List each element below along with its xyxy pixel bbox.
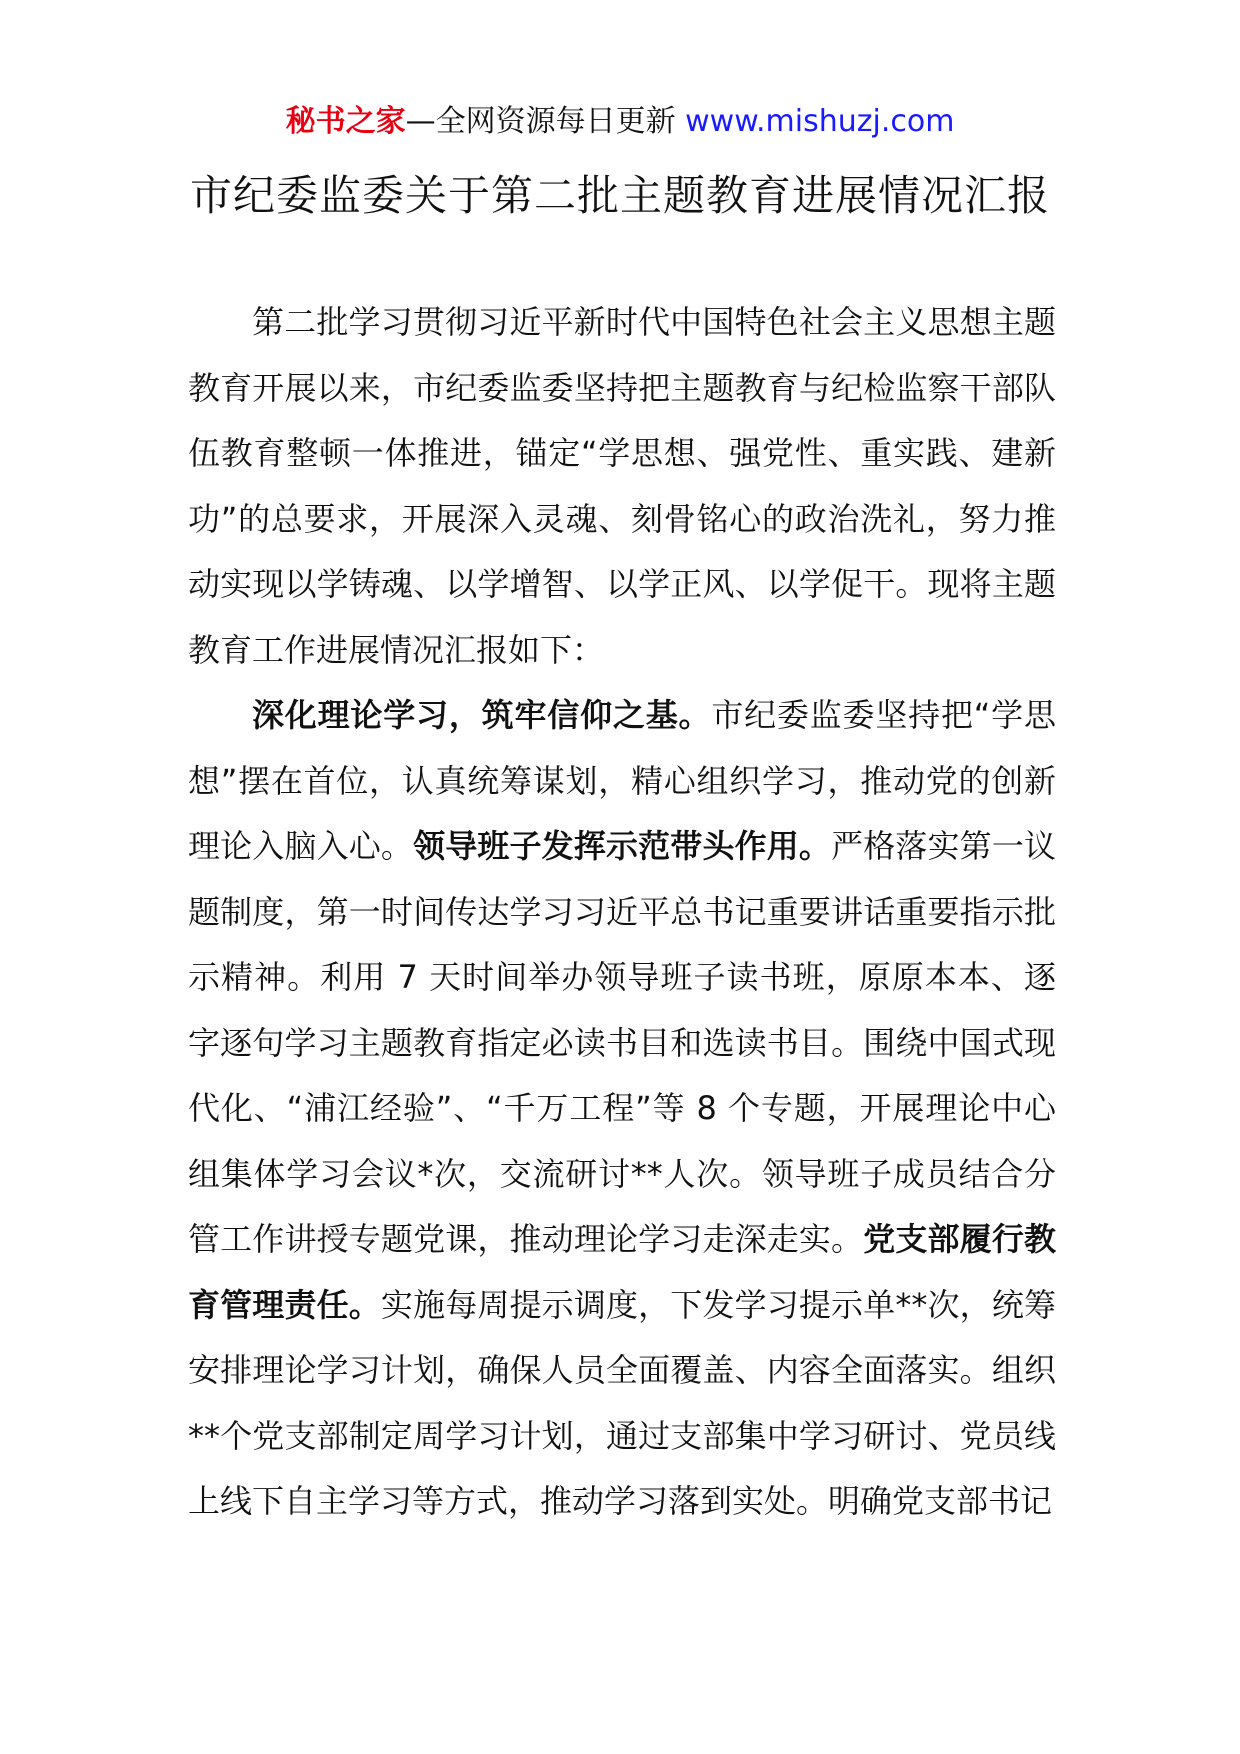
paragraph-text: 实施每周提示调度，下发学习提示单**次，统筹安排理论学习计划，确保人员全面覆盖、内容全面落实。组织**个党支部制定周学习计划，通过支部集中学习研讨、党员线上线下自主学习等方式，推动学习落到实处。明确党支部书记 [188,1285,1056,1520]
paragraph-theory-study [188,683,1056,1535]
paragraph-text: 市纪委监委坚持把“学思想”摆在首位，认真统筹谋划，精心组织学习，推动党的创新理论入脑入心。 [188,696,1056,865]
paragraph-text: 严格落实第一议题制度，第一时间传达学习习近平总书记重要讲话重要指示批示精神。利用 7 天时间举办领导班子读书班，原原本本、逐字逐句学习主题教育指定必读书目和选读书目。围绕中国式现代化、“浦江经验”、“千万工程”等 8 个专题，开展理论中心组集体学习会议*次，交流研讨**人次。领导班子成员结合分管工作讲授专题党课，推动理论学习走深走实。 [188,827,1056,1258]
section-heading: 深化理论学习，筑牢信仰之基。 [252,696,712,734]
document-body [188,290,1056,1535]
site-url-link[interactable]: www.mishuzj.com [685,104,955,139]
subsection-heading-party-branch: 党支部履行教育管理责任。 [188,1220,1056,1324]
header-slogan: —全网资源每日更新 [405,104,686,139]
site-header [0,100,1240,144]
document-title: 市纪委监委关于第二批主题教育进展情况汇报 [189,171,1050,220]
paragraph-intro: 第二批学习贯彻习近平新时代中国特色社会主义思想主题教育开展以来，市纪委监委坚持把主题教育与纪检监察干部队伍教育整顿一体推进，锚定“学思想、强党性、重实践、建新功”的总要求，开展深入灵魂、刻骨铭心的政治洗礼，努力推动实现以学铸魂、以学增智、以学正风、以学促干。现将主题教育工作进展情况汇报如下： [188,303,1056,669]
subsection-heading-leadership: 领导班子发挥示范带头作用。 [413,827,832,865]
brand-name: 秘书之家 [285,104,406,139]
